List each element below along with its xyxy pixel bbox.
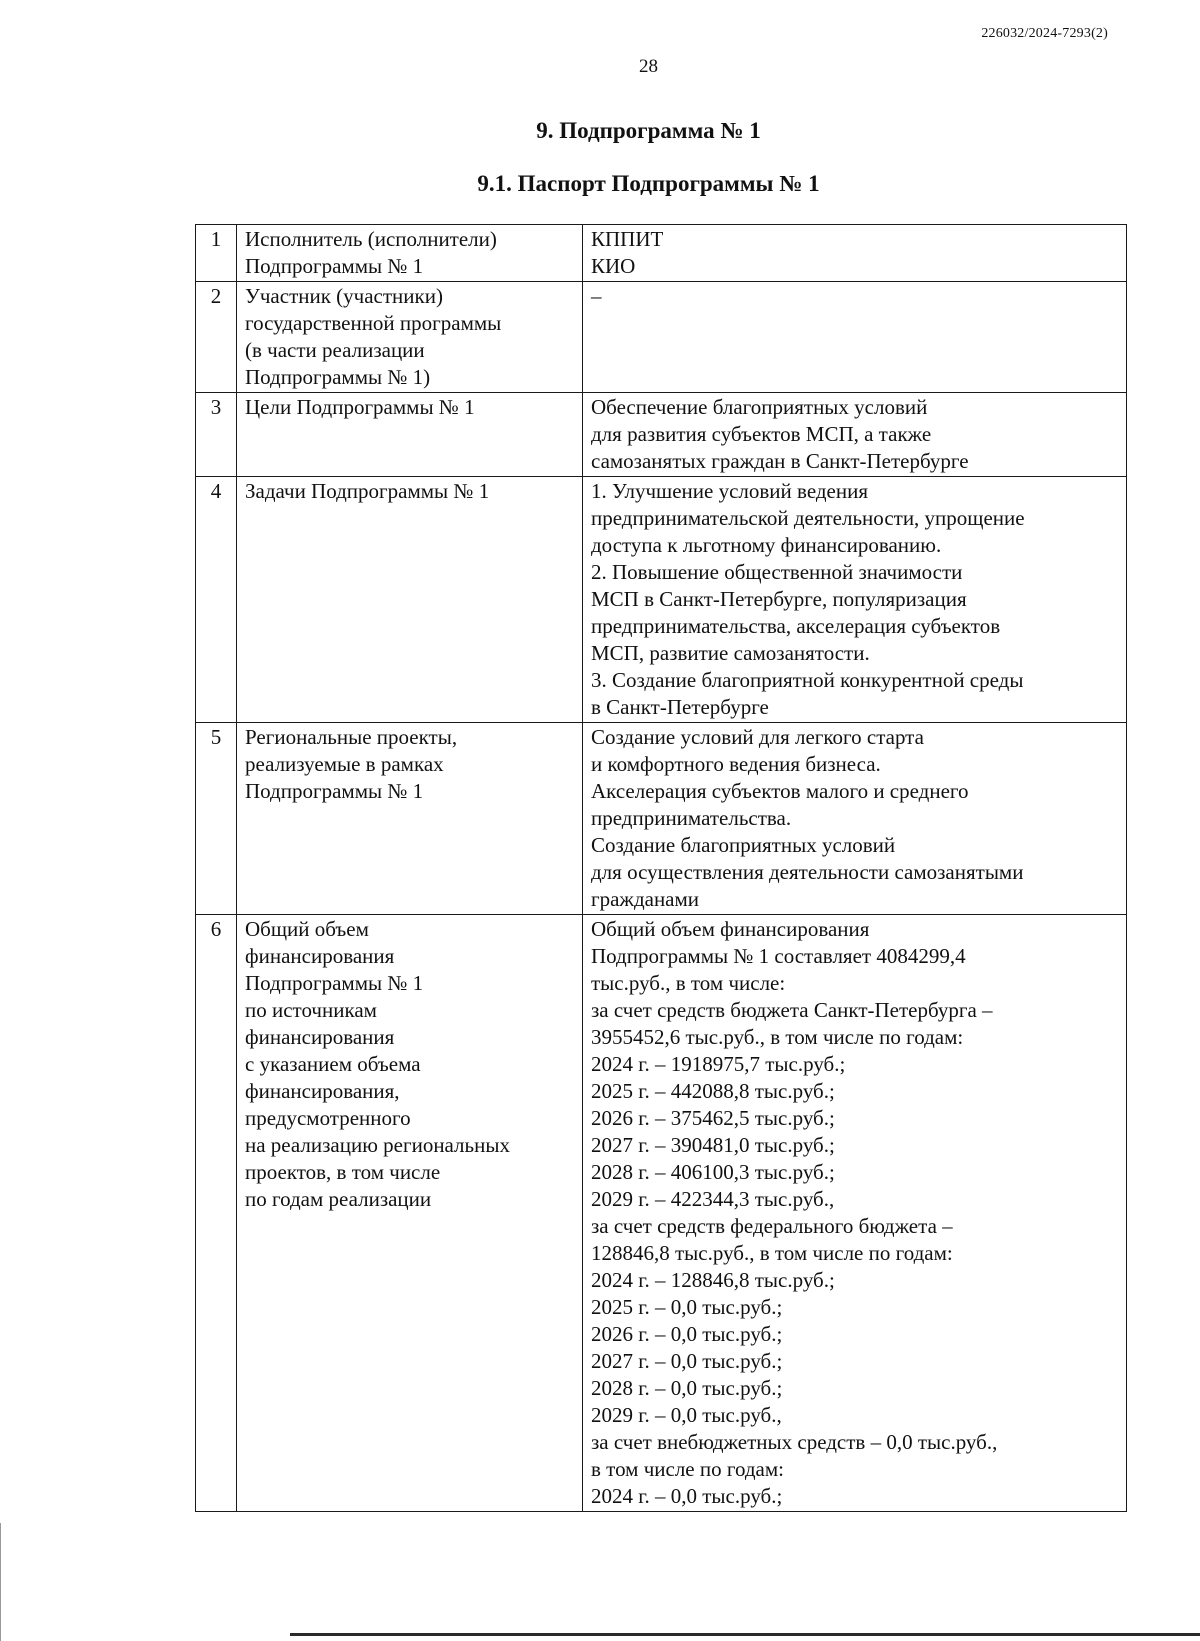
passport-table (195, 224, 1127, 1512)
scan-left-edge (0, 1523, 1, 1641)
value-line: для развития субъектов МСП, а также (591, 422, 932, 446)
value-line: предпринимательской деятельности, упрощение (591, 506, 1025, 530)
value-line: 2. Повышение общественной значимости (591, 560, 963, 584)
value-line: 3955452,6 тыс.руб., в том числе по годам: (591, 1025, 964, 1049)
value-line: КППИТ (591, 227, 664, 251)
value-line: Подпрограммы № 1 составляет 4084299,4 (591, 944, 966, 968)
label-line: финансирования, (245, 1079, 400, 1103)
page-number: 28 (639, 56, 658, 77)
value-line: Акселерация субъектов малого и среднего (591, 779, 969, 803)
value-line: 2024 г. – 1918975,7 тыс.руб.; (591, 1052, 846, 1076)
row-value (583, 282, 1127, 393)
value-line: 1. Улучшение условий ведения (591, 479, 868, 503)
value-line: 2026 г. – 0,0 тыс.руб.; (591, 1322, 783, 1346)
label-line: Подпрограммы № 1 (245, 254, 424, 278)
value-line: 2027 г. – 0,0 тыс.руб.; (591, 1349, 783, 1373)
section-title: 9. Подпрограмма № 1 (536, 118, 761, 143)
value-line: 2027 г. – 390481,0 тыс.руб.; (591, 1133, 835, 1157)
value-line: 3. Создание благоприятной конкурентной среды (591, 668, 1024, 692)
value-line: 2024 г. – 128846,8 тыс.руб.; (591, 1268, 835, 1292)
value-line: предпринимательства, акселерация субъектов (591, 614, 1001, 638)
row-label (237, 723, 583, 915)
row-number: 1 (196, 225, 237, 282)
value-line: предпринимательства. (591, 806, 792, 830)
value-line: в том числе по годам: (591, 1457, 784, 1481)
value-line: Обеспечение благоприятных условий (591, 395, 928, 419)
row-number: 3 (196, 393, 237, 477)
label-line: предусмотренного (245, 1106, 411, 1130)
row-label (237, 393, 583, 477)
table-row (196, 915, 1127, 1512)
label-line: финансирования (245, 1025, 395, 1049)
label-line: Участник (участники) (245, 284, 443, 308)
value-line: – (591, 284, 602, 308)
value-line: за счет средств бюджета Санкт-Петербурга – (591, 998, 993, 1022)
value-line: 2024 г. – 0,0 тыс.руб.; (591, 1484, 783, 1508)
value-line: тыс.руб., в том числе: (591, 971, 786, 995)
row-number: 4 (196, 477, 237, 723)
row-value (583, 915, 1127, 1512)
label-line: Задачи Подпрограммы № 1 (245, 479, 490, 503)
value-line: Создание условий для легкого старта (591, 725, 924, 749)
table-row (196, 477, 1127, 723)
row-value (583, 393, 1127, 477)
label-line: Региональные проекты, (245, 725, 458, 749)
value-line: за счет внебюджетных средств – 0,0 тыс.руб., (591, 1430, 998, 1454)
value-line: гражданами (591, 887, 700, 911)
value-line: в Санкт-Петербурге (591, 695, 769, 719)
value-line: 2026 г. – 375462,5 тыс.руб.; (591, 1106, 835, 1130)
value-line: 2029 г. – 422344,3 тыс.руб., (591, 1187, 835, 1211)
row-label (237, 282, 583, 393)
table-row (196, 393, 1127, 477)
scan-bottom-edge (290, 1633, 1200, 1636)
value-line: 2028 г. – 0,0 тыс.руб.; (591, 1376, 783, 1400)
row-value (583, 225, 1127, 282)
value-line: 2025 г. – 0,0 тыс.руб.; (591, 1295, 783, 1319)
label-line: (в части реализации (245, 338, 425, 362)
label-line: финансирования (245, 944, 395, 968)
row-label (237, 915, 583, 1512)
label-line: государственной программы (245, 311, 502, 335)
label-line: Общий объем (245, 917, 369, 941)
row-number: 6 (196, 915, 237, 1512)
row-value (583, 723, 1127, 915)
label-line: по источникам (245, 998, 377, 1022)
table-row (196, 282, 1127, 393)
label-line: Подпрограммы № 1) (245, 365, 431, 389)
row-label (237, 225, 583, 282)
value-line: МСП в Санкт-Петербурге, популяризация (591, 587, 967, 611)
row-label (237, 477, 583, 723)
document-id: 226032/2024-7293(2) (981, 26, 1108, 41)
value-line: доступа к льготному финансированию. (591, 533, 942, 557)
value-line: Создание благоприятных условий (591, 833, 896, 857)
row-value (583, 477, 1127, 723)
value-line: Общий объем финансирования (591, 917, 870, 941)
label-line: с указанием объема (245, 1052, 421, 1076)
row-number: 5 (196, 723, 237, 915)
value-line: за счет средств федерального бюджета – (591, 1214, 953, 1238)
label-line: на реализацию региональных (245, 1133, 510, 1157)
label-line: по годам реализации (245, 1187, 432, 1211)
value-line: 2029 г. – 0,0 тыс.руб., (591, 1403, 782, 1427)
value-line: и комфортного ведения бизнеса. (591, 752, 881, 776)
table-row (196, 723, 1127, 915)
value-line: КИО (591, 254, 636, 278)
value-line: 2025 г. – 442088,8 тыс.руб.; (591, 1079, 835, 1103)
subsection-title: 9.1. Паспорт Подпрограммы № 1 (477, 171, 820, 196)
label-line: Цели Подпрограммы № 1 (245, 395, 475, 419)
label-line: Подпрограммы № 1 (245, 779, 424, 803)
value-line: для осуществления деятельности самозанятыми (591, 860, 1024, 884)
label-line: реализуемые в рамках (245, 752, 444, 776)
label-line: Подпрограммы № 1 (245, 971, 424, 995)
label-line: проектов, в том числе (245, 1160, 441, 1184)
value-line: самозанятых граждан в Санкт-Петербурге (591, 449, 969, 473)
value-line: 128846,8 тыс.руб., в том числе по годам: (591, 1241, 953, 1265)
value-line: МСП, развитие самозанятости. (591, 641, 870, 665)
value-line: 2028 г. – 406100,3 тыс.руб.; (591, 1160, 835, 1184)
table-row (196, 225, 1127, 282)
label-line: Исполнитель (исполнители) (245, 227, 497, 251)
row-number: 2 (196, 282, 237, 393)
